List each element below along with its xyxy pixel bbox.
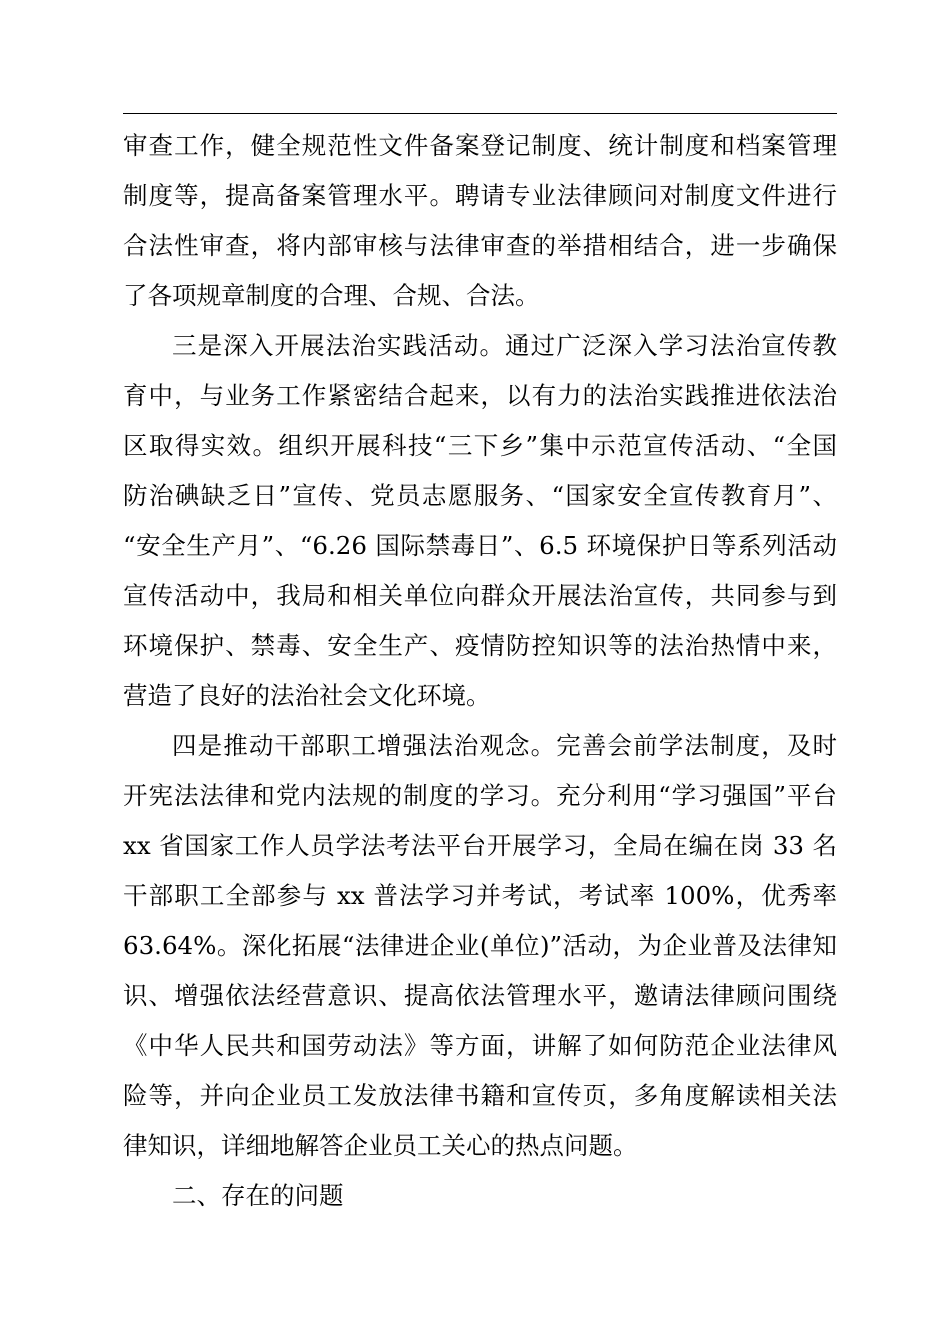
text-line: xx 省国家工作人员学法考法平台开展学习，全局在编在岗 33 名 [123,831,837,860]
text-line: 营造了良好的法治社会文化环境。 [123,681,491,710]
paragraph-start-line: 四是推动干部职工增强法治观念。完善会前学法制度，及时 [172,731,837,760]
text-line: 干部职工全部参与 xx 普法学习并考试，考试率 100%，优秀率 [123,881,837,910]
paragraph-start-line: 三是深入开展法治实践活动。通过广泛深入学习法治宣传教 [172,331,837,360]
section-heading: 二、存在的问题 [172,1181,344,1210]
text-line: 区取得实效。组织开展科技“三下乡”集中示范宣传活动、“全国 [123,431,837,460]
text-line: 防治碘缺乏日”宣传、党员志愿服务、“国家安全宣传教育月”、 [123,481,837,510]
text-line: 《中华人民共和国劳动法》等方面，讲解了如何防范企业法律风 [123,1031,837,1060]
text-line: 律知识，详细地解答企业员工关心的热点问题。 [123,1131,638,1160]
text-line: 63.64%。深化拓展“法律进企业(单位)”活动，为企业普及法律知 [123,931,837,960]
text-line: 开宪法法律和党内法规的制度的学习。充分利用“学习强国”平台 [123,781,837,810]
text-line: 制度等，提高备案管理水平。聘请专业法律顾问对制度文件进行 [123,181,837,210]
text-line: 审查工作，健全规范性文件备案登记制度、统计制度和档案管理 [123,131,837,160]
text-line: 环境保护、禁毒、安全生产、疫情防控知识等的法治热情中来， [123,631,837,660]
text-line: 险等，并向企业员工发放法律书籍和宣传页，多角度解读相关法 [123,1081,837,1110]
text-line: 识、增强依法经营意识、提高依法管理水平，邀请法律顾问围绕 [123,981,837,1010]
text-line: “安全生产月”、“6.26 国际禁毒日”、6.5 环境保护日等系列活动 [123,531,837,560]
text-line: 合法性审查，将内部审核与法律审查的举措相结合，进一步确保 [123,231,837,260]
text-line: 育中，与业务工作紧密结合起来，以有力的法治实践推进依法治 [123,381,837,410]
text-line: 了各项规章制度的合理、合规、合法。 [123,281,540,310]
header-rule [123,113,837,114]
text-line: 宣传活动中，我局和相关单位向群众开展法治宣传，共同参与到 [123,581,837,610]
